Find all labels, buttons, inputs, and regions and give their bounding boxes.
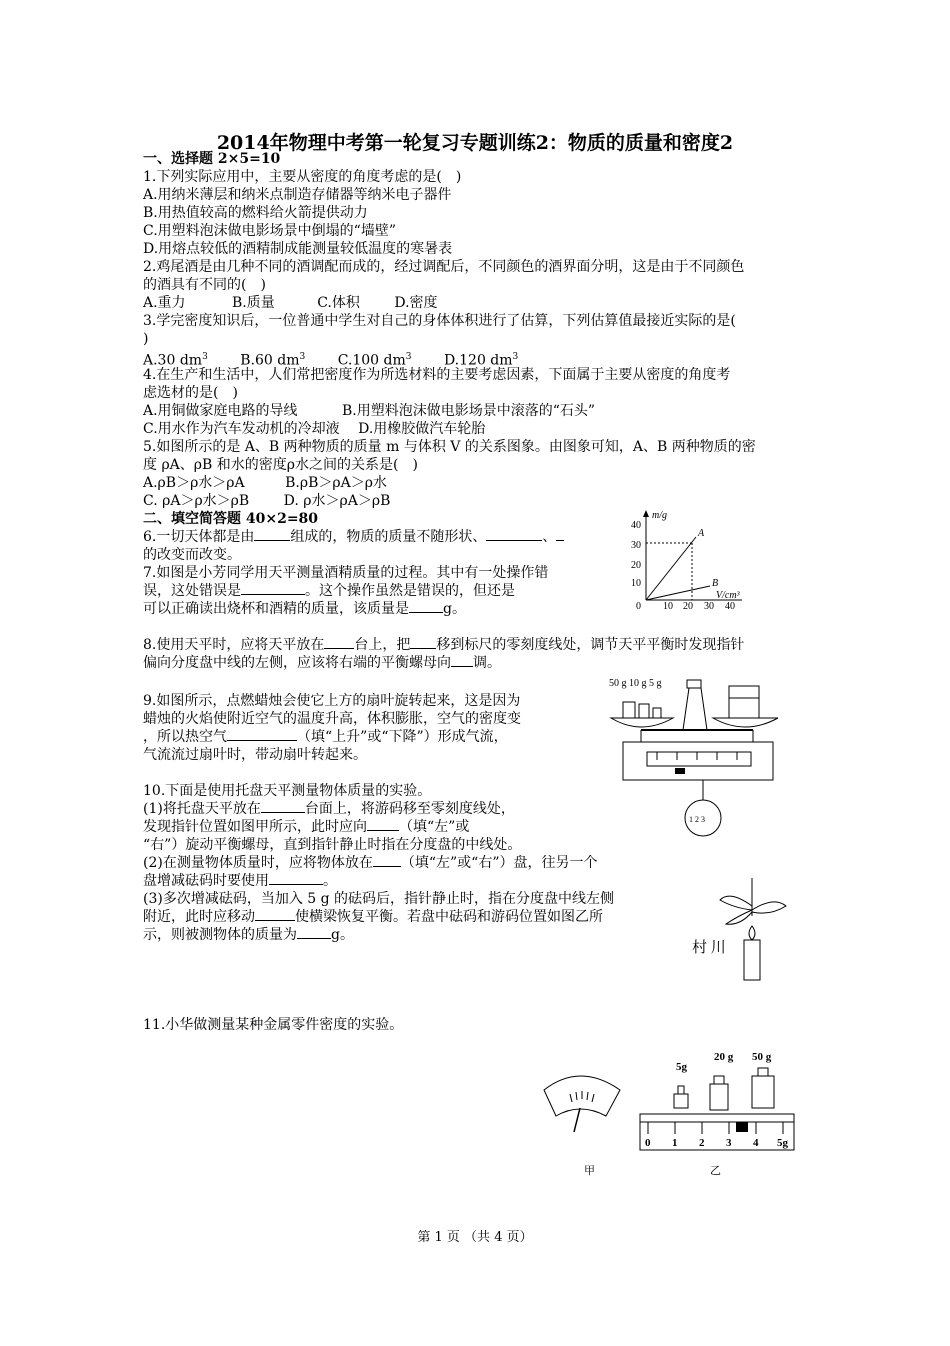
- answer-blank[interactable]: [241, 582, 305, 595]
- section-heading-fill: 二、填空简答题 40×2=80: [143, 511, 319, 527]
- question-1-option-d: D.用熔点较低的酒精制成能测量较低温度的寒暑表: [143, 241, 453, 257]
- graph-ytick: 30: [631, 540, 641, 551]
- question-2-option-b: B.质量: [232, 295, 275, 311]
- candle: [744, 940, 760, 980]
- question-4-option-a: A.用铜做家庭电路的导线: [143, 403, 298, 419]
- question-8-line1: 8.使用天平时，应将天平放在 台上，把 移到标尺的零刻度线处，调节天平平衡时发现指针: [143, 637, 745, 653]
- section-heading-choice: 一、选择题 2×5=10: [143, 151, 281, 167]
- answer-blank[interactable]: [373, 854, 401, 867]
- flame-icon: [749, 926, 755, 940]
- question-3-option-d: D.120 dm: [443, 352, 513, 369]
- mass-label: 50 g: [752, 1051, 772, 1063]
- answer-blank[interactable]: [255, 908, 295, 921]
- question-10-line6: 盘增减砝码时要使用 。: [143, 873, 337, 889]
- q11-figure: [540, 1046, 798, 1182]
- ruler-tick: 5g: [777, 1137, 788, 1149]
- question-10-line7: (3)多次增减砝码，当加入 5 g 的砝码后，指针静止时，指在分度盘中线左侧: [143, 891, 615, 907]
- question-2-option-d: D.密度: [394, 295, 438, 311]
- answer-blank[interactable]: [486, 528, 542, 541]
- figure-label-yi: 乙: [710, 1165, 721, 1177]
- question-10-line3: 发现指针位置如图甲所示，此时应向 （填“左”或: [143, 819, 470, 835]
- question-2-option-a: A.重力: [143, 295, 186, 311]
- graph-xtick: 20: [683, 601, 693, 612]
- question-2-option-c: C.体积: [317, 295, 360, 311]
- question-9-line4: 气流流过扇叶时，带动扇叶转起来。: [143, 747, 367, 763]
- page-footer: 第 1 页 （共 4 页）: [417, 1230, 533, 1245]
- question-2-options: [143, 294, 438, 312]
- question-2-stem-line2: 的酒具有不同的( ): [143, 277, 266, 293]
- graph-y-label: m/g: [652, 510, 667, 521]
- figure-label-jia: 甲: [584, 1165, 595, 1177]
- dial-scale: 1 2 3: [689, 815, 705, 824]
- ruler-tick: 1: [672, 1137, 678, 1149]
- answer-blank[interactable]: [227, 728, 297, 741]
- question-1-option-c: C.用塑料泡沫做电影场景中倒塌的“墙壁”: [143, 223, 396, 239]
- question-10-line2: (1)将托盘天平放在 台面上，将游码移至零刻度线处，: [143, 801, 515, 817]
- question-4-options-cd: [143, 420, 485, 438]
- question-5-options-ab: [143, 474, 387, 492]
- balance-weights-label: 50 g 10 g 5 g: [609, 678, 662, 689]
- answer-blank[interactable]: [410, 636, 436, 649]
- answer-blank[interactable]: [556, 528, 564, 541]
- answer-blank[interactable]: [269, 872, 323, 885]
- fan-blades: [720, 896, 786, 924]
- question-3-stem-line2: ): [143, 331, 149, 347]
- answer-blank[interactable]: [409, 600, 443, 613]
- question-1-option-a: A.用纳米薄层和纳米点制造存储器等纳米电子器件: [143, 187, 452, 203]
- question-4-option-d: D.用橡胶做汽车轮胎: [358, 421, 486, 437]
- ruler-tick: 0: [645, 1137, 651, 1149]
- answer-blank[interactable]: [254, 528, 290, 541]
- balance-scale: [647, 752, 751, 766]
- balance-figure: [603, 672, 788, 838]
- answer-blank[interactable]: [451, 654, 473, 667]
- question-10-line1: 10.下面是使用托盘天平测量物体质量的实验。: [143, 783, 432, 799]
- ruler-tick: 3: [726, 1137, 732, 1149]
- question-5-option-d: D. ρ水＞ρA＞ρB: [283, 493, 391, 509]
- graph-ytick: 10: [631, 578, 641, 589]
- question-3-options: A.30 $dm^3$ B.60 $dm^3$ C.100 $dm^3$ D.120 $dm^3$: [143, 352, 519, 369]
- question-8-line2: 偏向分度盘中线的左侧，应该将右端的平衡螺母向 调。: [143, 655, 501, 671]
- question-7-line3: 可以正确读出烧杯和酒精的质量，该质量是 g。: [143, 601, 466, 617]
- question-1-stem: 1.下列实际应用中，主要从密度的角度考虑的是( ): [143, 169, 462, 185]
- question-3-stem-line1: 3.学完密度知识后，一位普通中学生对自己的身体体积进行了估算，下列估算值最接近实际的是(: [143, 313, 736, 329]
- slider-rider: [736, 1122, 748, 1132]
- graph-xtick: 30: [704, 601, 714, 612]
- answer-blank[interactable]: [324, 636, 354, 649]
- slider-ruler: [640, 1114, 794, 1150]
- mass-label: 5g: [676, 1061, 687, 1073]
- question-5-option-c: C. ρA＞ρ水＞ρB: [143, 493, 250, 509]
- graph-x-label: V/cm³: [716, 590, 740, 601]
- question-5-option-b: B.ρB＞ρA＞ρ水: [285, 475, 387, 491]
- answer-blank[interactable]: [297, 926, 331, 939]
- question-5-options-cd: [143, 492, 390, 510]
- graph-xtick: 0: [636, 601, 641, 612]
- question-10-line9: 示，则被测物体的质量为 g。: [143, 927, 354, 943]
- question-5-stem-line2: 度 ρA、ρB 和水的密度ρ水之间的关系是( ): [143, 457, 418, 473]
- question-2-stem-line1: 2.鸡尾酒是由几种不同的酒调配而成的，经过调配后，不同颜色的酒界面分明，这是由于不同颜色: [143, 259, 745, 275]
- question-3-option-a: A.30 dm: [143, 352, 203, 369]
- ruler-tick: 4: [753, 1137, 759, 1149]
- beaker: [729, 686, 759, 718]
- weight-50g: [752, 1076, 774, 1108]
- question-1-option-b: B.用热值较高的燃料给火箭提供动力: [143, 205, 368, 221]
- answer-blank[interactable]: [261, 800, 305, 813]
- graph-xtick: 10: [663, 601, 673, 612]
- candle-label: 村 川: [692, 940, 726, 956]
- graph-xtick: 40: [725, 601, 735, 612]
- question-10-line8: 附近，此时应移动 使横梁恢复平衡。若盘中砝码和游码位置如图乙所: [143, 909, 603, 925]
- question-6-line2: 的改变而改变。: [143, 547, 241, 563]
- question-7-line1: 7.如图是小芳同学用天平测量酒精质量的过程。其中有一处操作错: [143, 565, 549, 581]
- graph-line-a-label: A: [698, 528, 705, 539]
- answer-blank[interactable]: [367, 818, 399, 831]
- question-5-stem-line1: 5.如图所示的是 A、B 两种物质的质量 m 与体积 V 的关系图象。由图象可知，A、B 两种物质的密: [143, 439, 756, 455]
- pointer-needle: [574, 1108, 580, 1132]
- question-3-option-c: C.100 dm: [337, 352, 406, 369]
- question-4-option-b: B.用塑料泡沫做电影场景中滚落的“石头”: [342, 403, 596, 419]
- graph-y-arrow: [643, 510, 649, 517]
- question-4-option-c: C.用水作为汽车发动机的冷却液: [143, 421, 340, 437]
- question-10-line5: (2)在测量物体质量时，应将物体放在 （填“左”或“右”）盘，往另一个: [143, 855, 598, 871]
- graph-ytick: 40: [631, 520, 641, 531]
- mass-label: 20 g: [714, 1051, 734, 1063]
- question-7-line2: 误，这处错误是 。这个操作虽然是错误的，但还是: [143, 583, 515, 599]
- mass-volume-graph: [630, 508, 750, 612]
- question-9-line1: 9.如图所示，点燃蜡烛会使它上方的扇叶旋转起来，这是因为: [143, 693, 521, 709]
- question-9-line2: 蜡烛的火焰使附近空气的温度升高，体积膨胀，空气的密度变: [143, 711, 521, 727]
- graph-line-b-label: B: [712, 578, 719, 589]
- candle-fan-figure: [690, 876, 790, 986]
- question-9-line3: ，所以热空气 （填“上升”或“下降”）形成气流，: [143, 729, 508, 745]
- question-10-line4: “右”）旋动平衡螺母，直到指针静止时指在分度盘的中线处。: [143, 837, 522, 853]
- page-title: 2014年物理中考第一轮复习专题训练2：物质的质量和密度2: [216, 132, 734, 154]
- question-3-option-b: B.60 dm: [240, 352, 300, 369]
- question-6-line1: 6.一切天体都是由 组成的，物质的质量不随形状、 、: [143, 528, 564, 546]
- weight-20g: [710, 1084, 728, 1110]
- weight-5g: [674, 1094, 688, 1108]
- ruler-tick: 2: [699, 1137, 705, 1149]
- question-4-options-ab: [143, 402, 595, 420]
- question-11-stem: 11.小华做测量某种金属零件密度的实验。: [143, 1017, 404, 1033]
- question-5-option-a: A.ρB＞ρ水＞ρA: [143, 475, 245, 491]
- question-4-stem-line2: 虑选材的是( ): [143, 385, 238, 401]
- graph-ytick: 20: [631, 560, 641, 571]
- question-4-stem-line1: 4.在生产和生活中，人们常把密度作为所选材料的主要考虑因素，下面属于主要从密度的角度考: [143, 367, 731, 383]
